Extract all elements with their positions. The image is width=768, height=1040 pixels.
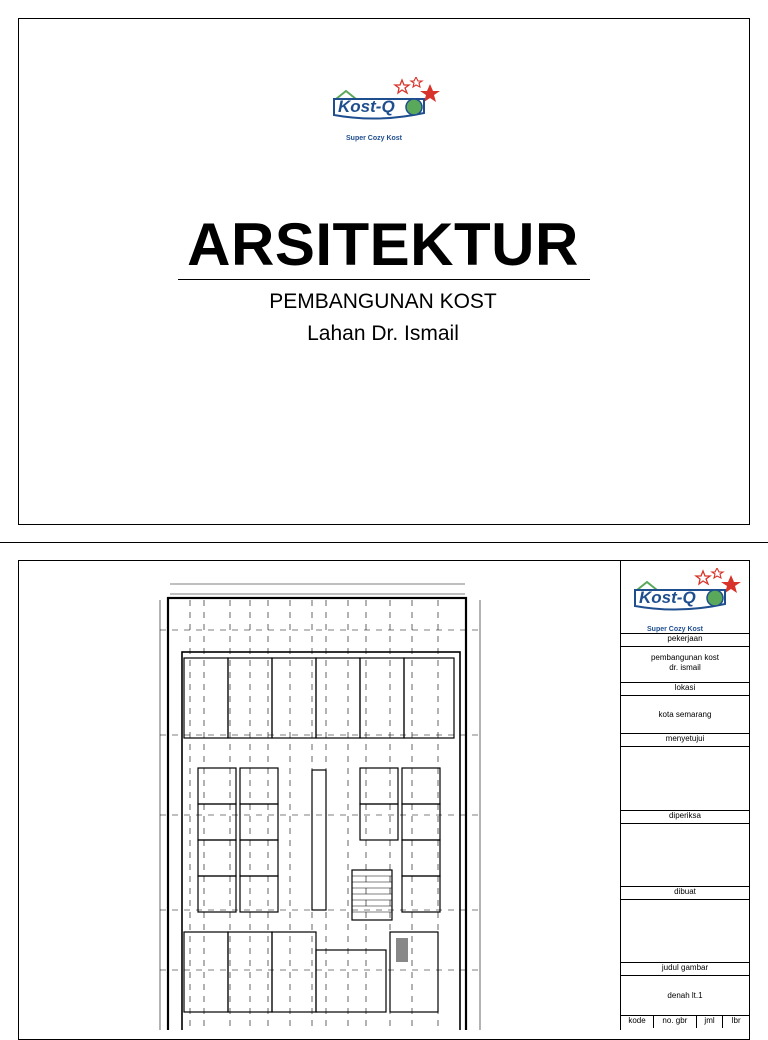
logo-wordmark: Kost-Q bbox=[639, 588, 696, 607]
floor-plan-drawing bbox=[140, 570, 610, 1040]
value-pekerjaan-line1: pembangunan kost bbox=[650, 653, 720, 662]
label-judul-gambar: judul gambar bbox=[621, 962, 749, 975]
cover-subtitle-project: PEMBANGUNAN KOST bbox=[269, 290, 497, 313]
logo-tagline: Super Cozy Kost bbox=[647, 626, 704, 633]
title-block bbox=[620, 560, 750, 1030]
footer-col-kode: kode bbox=[621, 1016, 654, 1028]
label-menyetujui: menyetujui bbox=[621, 733, 749, 746]
signature-box-dibuat bbox=[621, 899, 749, 962]
kost-q-logo bbox=[328, 77, 440, 142]
label-lokasi: lokasi bbox=[621, 682, 749, 695]
footer-col-lbr: lbr bbox=[731, 1016, 741, 1025]
label-pekerjaan: pekerjaan bbox=[621, 633, 749, 646]
signature-box-menyetujui bbox=[621, 746, 749, 809]
label-diperiksa: diperiksa bbox=[621, 810, 749, 823]
kost-q-logo bbox=[629, 568, 741, 633]
title-underline bbox=[178, 279, 590, 280]
label-dibuat: dibuat bbox=[621, 886, 749, 899]
value-pekerjaan-line2: dr. ismail bbox=[669, 663, 701, 672]
signature-box-diperiksa bbox=[621, 823, 749, 886]
value-judul-gambar: denah lt.1 bbox=[621, 975, 749, 1016]
value-lokasi: kota semarang bbox=[621, 695, 749, 734]
logo-wordmark: Kost-Q bbox=[338, 97, 395, 116]
footer-col-jml: jml bbox=[697, 1016, 724, 1028]
footer-code-row bbox=[621, 1015, 749, 1028]
value-pekerjaan bbox=[621, 646, 749, 682]
footer-col-no-gbr: no. gbr bbox=[654, 1016, 697, 1028]
cover-title: ARSITEKTUR bbox=[187, 211, 579, 278]
cover-subtitle-site: Lahan Dr. Ismail bbox=[307, 322, 459, 345]
page-separator bbox=[0, 542, 768, 543]
logo-tagline: Super Cozy Kost bbox=[346, 135, 403, 142]
